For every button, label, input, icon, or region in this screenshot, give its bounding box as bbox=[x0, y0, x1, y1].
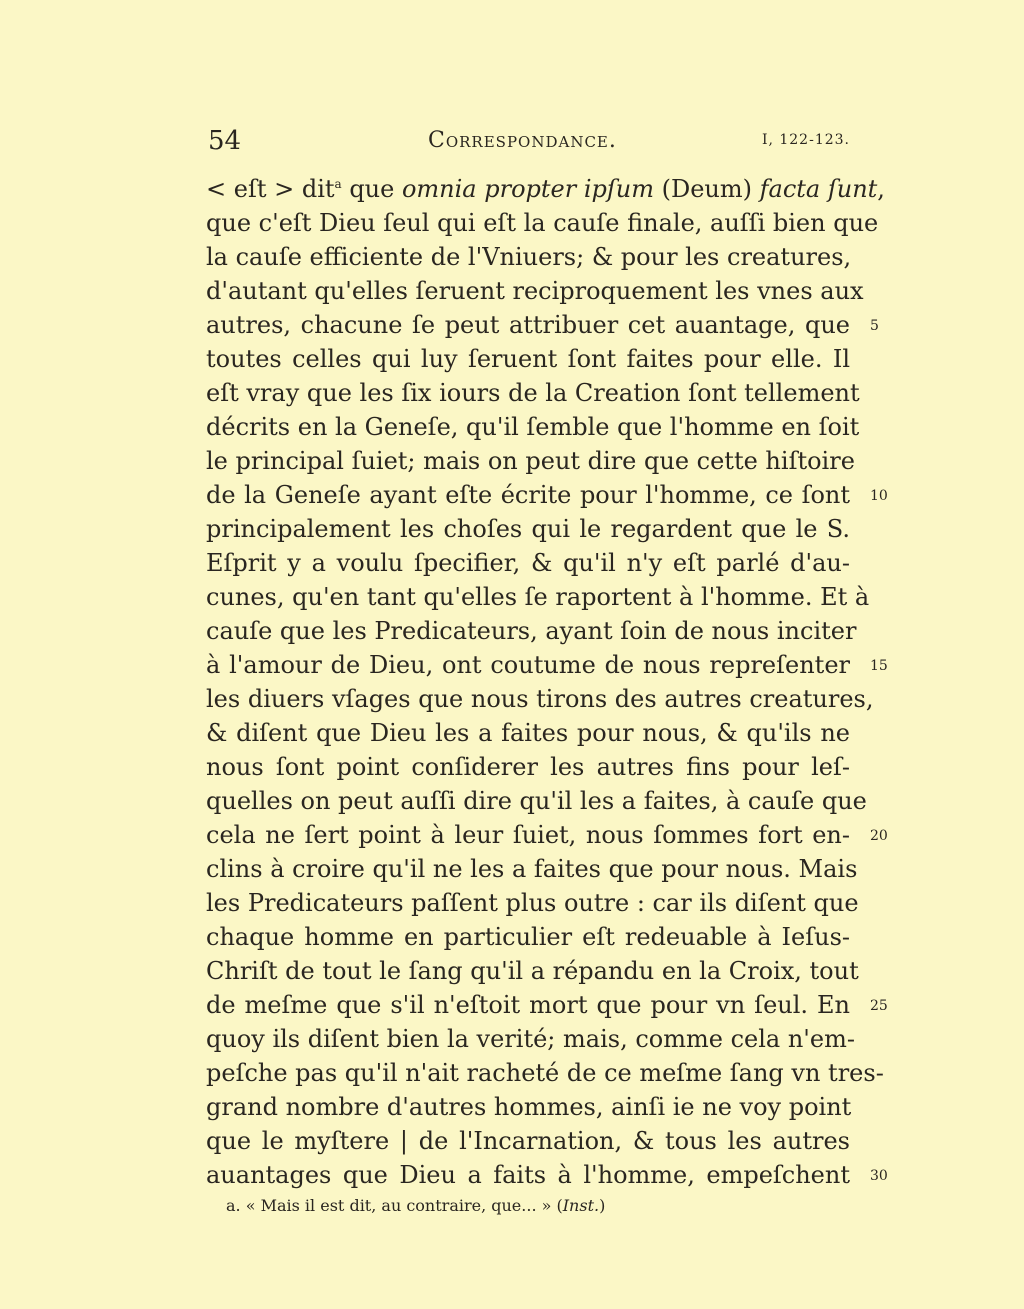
text-line: principalement les choſes qui le regardent que le S. bbox=[206, 515, 850, 543]
text-line: Eſprit y a voulu ſpecifier, & qu'il n'y eſt parlé d'au- bbox=[206, 549, 850, 577]
line-number: 15 bbox=[870, 658, 888, 674]
footnote-source: Inst. bbox=[562, 1196, 600, 1215]
text-line: de la Geneſe ayant eſte écrite pour l'homme, ce ſont bbox=[206, 481, 850, 509]
line-number: 25 bbox=[870, 998, 888, 1014]
text-line: peſche pas qu'il n'ait racheté de ce meſme ſang vn tres- bbox=[206, 1059, 884, 1087]
text-line: cunes, qu'en tant qu'elles ſe raportent à l'homme. Et à bbox=[206, 583, 870, 611]
footnote-ref: a bbox=[334, 177, 342, 191]
line-number: 20 bbox=[870, 828, 888, 844]
line-number: 10 bbox=[870, 488, 888, 504]
text-line: Chriſt de tout le ſang qu'il a répandu en la Croix, tout bbox=[206, 957, 859, 985]
text-line bbox=[206, 172, 885, 206]
line-number: 30 bbox=[870, 1168, 888, 1184]
text-segment: que bbox=[341, 175, 402, 203]
text-segment: (Deum) bbox=[653, 175, 760, 203]
footnote-close: ) bbox=[599, 1196, 606, 1215]
footnote bbox=[226, 1196, 826, 1215]
text-line: à l'amour de Dieu, ont coutume de nous repreſenter bbox=[206, 651, 850, 679]
footnote-text: « Mais il est dit, au contraire, que... » ( bbox=[245, 1196, 563, 1215]
text-line: la cauſe efficiente de l'Vniuers; & pour les creatures, bbox=[206, 243, 852, 271]
text-line: cauſe que les Predicateurs, ayant ſoin de nous inciter bbox=[206, 617, 857, 645]
text-line: clins à croire qu'il ne les a faites que pour nous. Mais bbox=[206, 855, 858, 883]
text-line: toutes celles qui luy ſeruent ſont faites pour elle. Il bbox=[206, 345, 850, 373]
text-line: que c'eſt Dieu ſeul qui eſt la cauſe finale, auſſi bien que bbox=[206, 209, 879, 237]
page-reference: I, 122-123. bbox=[761, 132, 850, 148]
text-line: cela ne ſert point à leur ſuiet, nous ſommes fort en- bbox=[206, 821, 850, 849]
text-line: nous ſont point conſiderer les autres fins pour leſ- bbox=[206, 753, 850, 781]
text-line: les Predicateurs paſſent plus outre : car ils diſent que bbox=[206, 889, 859, 917]
text-line: que le myſtere | de l'Incarnation, & tous les autres bbox=[206, 1127, 850, 1155]
text-line: auantages que Dieu a faits à l'homme, empeſchent bbox=[206, 1161, 850, 1189]
text-segment: < eſt > dit bbox=[206, 175, 335, 203]
text-line: décrits en la Geneſe, qu'il ſemble que l'homme en ſoit bbox=[206, 413, 860, 441]
text-line: eſt vray que les ſix iours de la Creation ſont tellement bbox=[206, 379, 860, 407]
text-line: autres, chacune ſe peut attribuer cet auantage, que bbox=[206, 311, 850, 339]
italic-phrase: omnia propter ipſum bbox=[401, 175, 654, 203]
text-line: les diuers vſages que nous tirons des autres creatures, bbox=[206, 685, 874, 713]
italic-phrase: facta ſunt bbox=[759, 175, 878, 203]
line-number: 5 bbox=[870, 318, 879, 334]
text-line: d'autant qu'elles ſeruent reciproquement les vnes aux bbox=[206, 277, 864, 305]
running-title: Correspondance. bbox=[428, 128, 617, 153]
page-number: 54 bbox=[208, 126, 242, 156]
text-line: de meſme que s'il n'eſtoit mort que pour vn ſeul. En bbox=[206, 991, 850, 1019]
text-line: grand nombre d'autres hommes, ainſi ie ne voy point bbox=[206, 1093, 852, 1121]
page-header bbox=[208, 126, 850, 156]
text-line: quoy ils diſent bien la verité; mais, comme cela n'em- bbox=[206, 1025, 855, 1053]
text-line: quelles on peut auſſi dire qu'il les a faites, à cauſe que bbox=[206, 787, 867, 815]
text-line: & diſent que Dieu les a faites pour nous, & qu'ils ne bbox=[206, 719, 850, 747]
text-segment: , bbox=[877, 175, 885, 203]
footnote-marker: a. bbox=[226, 1196, 241, 1215]
text-line: chaque homme en particulier eſt redeuable à Ieſus- bbox=[206, 923, 850, 951]
text-line: le principal ſuiet; mais on peut dire que cette hiſtoire bbox=[206, 447, 855, 475]
